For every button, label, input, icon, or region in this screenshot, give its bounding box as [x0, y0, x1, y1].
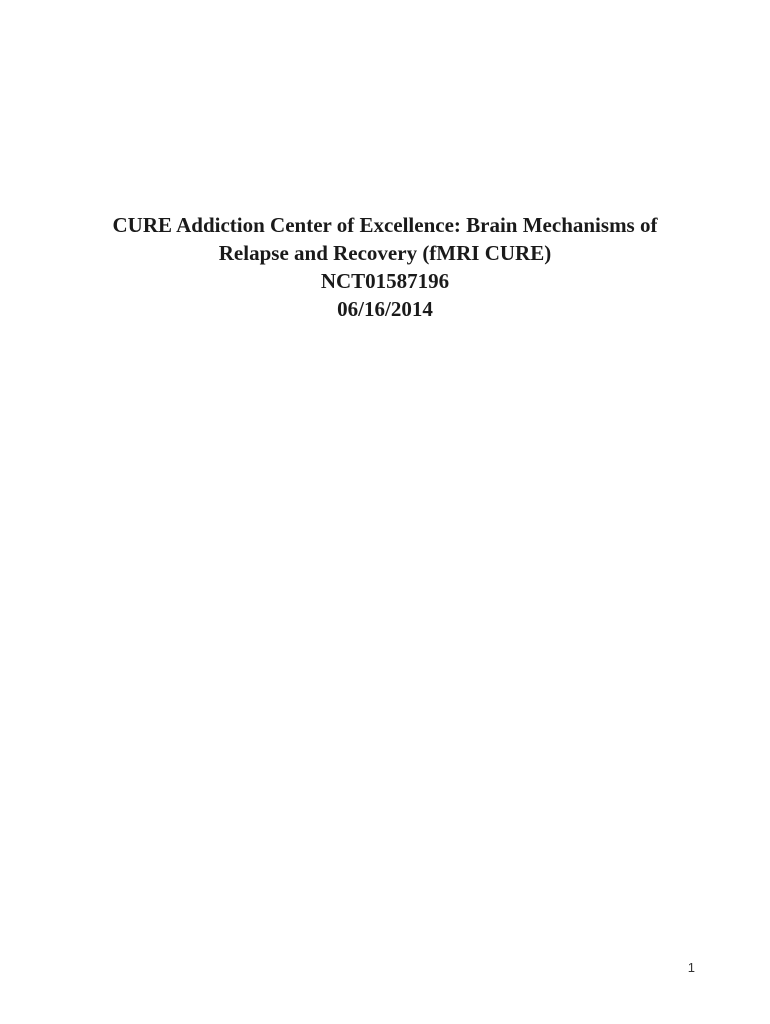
- title-block: [40, 211, 730, 323]
- document-title-line-2: Relapse and Recovery (fMRI CURE): [218, 241, 552, 265]
- document-title-line-1: CURE Addiction Center of Excellence: Brain Mechanisms of: [112, 213, 658, 237]
- document-date: 06/16/2014: [337, 297, 433, 321]
- page-number: 1: [687, 960, 695, 975]
- nct-number: NCT01587196: [320, 269, 450, 293]
